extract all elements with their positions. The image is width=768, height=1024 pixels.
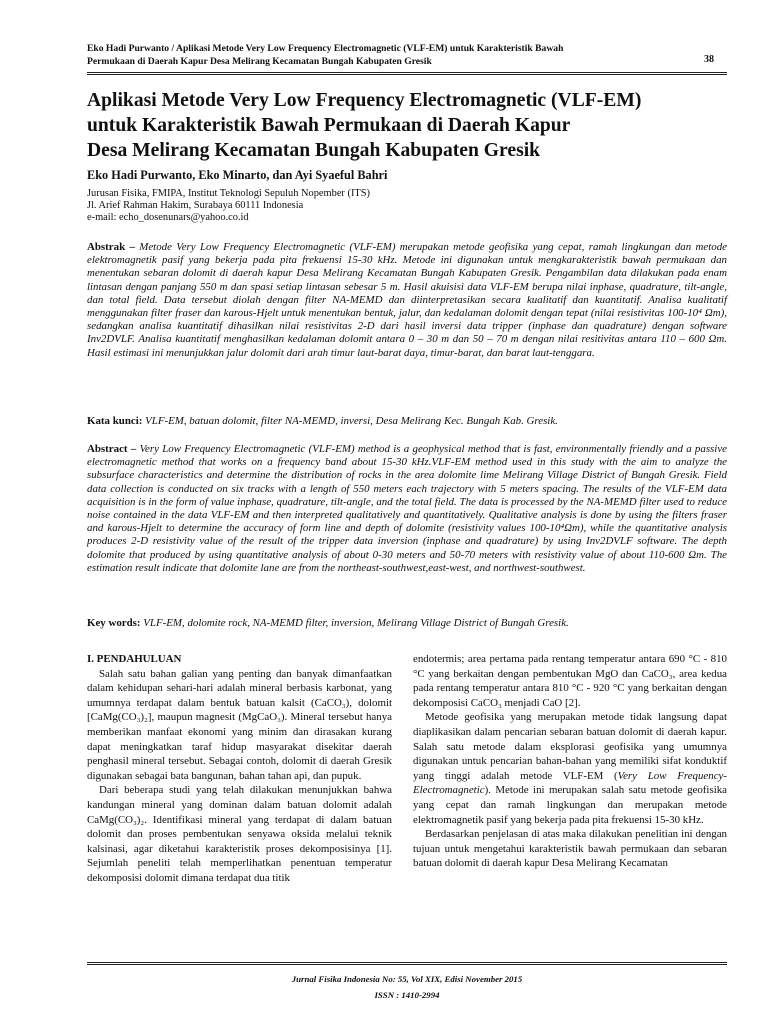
title-line-1: Aplikasi Metode Very Low Frequency Electromagnetic (VLF-EM) [87, 90, 642, 111]
title-line-3: Desa Melirang Kecamatan Bungah Kabupaten Gresik [87, 140, 541, 161]
right-column [413, 652, 727, 871]
kata-kunci-text: VLF-EM, batuan dolomit, filter NA-MEMD, inversi, Desa Melirang Kec. Bungah Kab. Gresik. [145, 415, 558, 427]
intro-paragraph-3: endotermis; area pertama pada rentang temperatur antara 690 °C - 810 °C yang berkaitan dengan pembentukan MgO dan CaCO₃, area kedua pada rentang temperatur antara 810 °C - 920 °C yang berkaitan dengan dekomposisi CaCO₃ menjadi CaO [2]. [413, 653, 727, 709]
running-head-line-2: Permukaan di Daerah Kapur Desa Melirang Kecamatan Bungah Kabupaten Gresik [87, 56, 432, 67]
key-words-label: Key words: [87, 617, 141, 629]
kata-kunci-label: Kata kunci: [87, 415, 143, 427]
affiliation [87, 188, 687, 223]
page-number: 38 [704, 54, 714, 65]
intro-paragraph-4-italic: Very Low Frequency-Electromagnetic [413, 769, 727, 797]
running-head [87, 42, 647, 68]
intro-paragraph-1: Salah satu bahan galian yang penting dan banyak dimanfaatkan dalam kehidupan sehari-hari adalah mineral berbasis karbonat, yang umumnya terdapat dalam bentuk batuan kalsit (CaCO₃), dolomit [CaMg(CO₃)₂], maupun magnesit (MgCaO₃). Mineral tersebut hanya memberikan manfaat ekonomi yang minim dan dirasakan kurang dapat meningkatkan taraf hidup masyarakat disekitar daerah penghasil mineral tersebut. Sebagai contoh, dolomit di daerah Gresik digunakan sebagai bata bangunan, bahan tahan api, dan pupuk. [87, 667, 392, 782]
affiliation-department: Jurusan Fisika, FMIPA, Institut Teknologi Sepuluh Nopember (ITS) [87, 188, 370, 199]
intro-paragraph-5: Berdasarkan penjelasan di atas maka dilakukan penelitian ini dengan tujuan untuk mengetahui karakteristik bawah permukaan dan sebaran batuan dolomit di daerah kapur Desa Melirang Kecamatan [413, 828, 727, 870]
key-words-text: VLF-EM, dolomite rock, NA-MEMD filter, inversion, Melirang Village District of Bungah Gresik. [143, 617, 569, 629]
kata-kunci-paragraph [87, 415, 727, 428]
intro-paragraph-4-a: Metode geofisika yang merupakan metode tidak langsung dapat diaplikasikan dalam pencarian sebaran batuan dolomit di daerah kapur. Salah satu metode dalam eksplorasi geofisika yang umumnya digunakan untuk pencarian bahan-bahan yang memiliki sifat konduktif yang tinggi adalah metode VLF-EM ( [413, 711, 727, 782]
intro-paragraph-2: Dari beberapa studi yang telah dilakukan menunjukkan bahwa kandungan mineral yang dominan dalam batuan dolomit adalah CaMg(CO₃)₂. Identifikasi mineral yang terdapat di dalam batuan dolomit dan proses pembentukan senyawa oksida melalui teknik kalsinasi, agar diketahui karakteristik proses dekomposisinya [1]. Sejumlah peneliti telah memperlihatkan penentuan temperatur dekomposisi dolomit dimana terdapat dua titik [87, 784, 392, 884]
header-rule [87, 72, 727, 75]
abstrak-paragraph [87, 241, 727, 360]
section-heading: I. PENDAHULUAN [87, 653, 182, 665]
abstrak-text: Metode Very Low Frequency Electromagnetic (VLF-EM) merupakan metode geofisika yang cepat, ramah lingkungan dan metode elektromagnetik pasif yang bekerja pada pita frekuensi 15-30 kHz. Metode ini digunakan untuk mengkarakteristik bawah permukaan dan menentukan sebaran dolomit di daerah kapur Desa Melirang Kecamatan Bungah Kabupaten Gresik. Pengambilan data dilakukan pada enam lintasan dengan panjang 550 m dan spasi setiap lintasan sebesar 5 m. Hasil akuisisi data VLF-EM berupa nilai inphase, quadrature, tilt-angle, dan total field. Data tersebut diolah dengan filter NA-MEMD dan diinterpretasikan secara kualitatif dan kuantitatif. Analisa kualitatif menggunakan filter fraser dan karous-Hjelt untuk menentukan bentuk, jalur, dan kedalaman dolomit dengan tepat (nilai resistivitas 100-10⁴ Ωm), sedangkan analisa kuantitatif dihasilkan nilai resistivitas 2-D dari hasil inversi data tripper (inphase dan quadrature) dengan software Inv2DVLF. Analisa kuantitatif menghasilkan kedalaman dolomit antara 0 – 30 m dan 50 – 70 m dengan nilai resitivitas antara 110 – 600 Ωm. Hasil estimasi ini menunjukkan jalur dolomit dari arah timur laut-barat daya, timur-barat, dan barat laut-tenggara. [87, 241, 727, 359]
intro-paragraph-4-b: ). Metode ini merupakan salah satu metode geofisika yang cepat dan ramah lingkungan dan merupakan metode elektromagnetik pasif yang bekerja pada pita frekuensi 15-30 kHz. [413, 784, 727, 826]
running-head-line-1: Eko Hadi Purwanto / Aplikasi Metode Very Low Frequency Electromagnetic (VLF-EM) untuk Karakteristik Bawah [87, 43, 564, 54]
abstract-text: Very Low Frequency Electromagnetic (VLF-EM) method is a geophysical method that is fast, environmentally friendly and a passive electromagnetic method that works on a frequency band about 15-30 kHz.VLF-EM method used in this study with the aim to analyze the subsurface characteristics and determine the distribution of rocks in the area dolomite lime Melirang Village District of Bungah Gresik. Field data collection is conducted on six tracks with a length of 550 meters each trajectory with 5 meters spacing. The results of the VLF-EM data acquisition is in the form of value inphase, quadrature, tilt-angle, and the total field. The data is processed by the NA-MEMD filter used to reduce noise contained in the data VLF-EM and then interpreted qualitatively and quantitatively. Qualitative analysis is done by using the filters fraser and karous-Hjelt to determine the accuracy of form line and depth of dolomite (resistivity values 100-10⁴Ωm), while the quantitative analysis produces 2-D resistivity value of the result of the tripper data inversion (inphase and quadrature) by using Inv2DVLF software. The depth dolomite that produced by using quantitative analysis of about 0-30 meters and 50-70 meters with resistivity value of about 110-600 Ωm. The estimation result indicate that dolomite lane are from the northeast-southwest,east-west, and northwest-southwest. [87, 443, 727, 574]
intro-paragraph-4 [413, 710, 727, 827]
abstrak-label: Abstrak – [87, 241, 135, 253]
author-list: Eko Hadi Purwanto, Eko Minarto, dan Ayi Syaeful Bahri [87, 168, 388, 182]
paper-title [87, 88, 727, 163]
affiliation-address: Jl. Arief Rahman Hakim, Surabaya 60111 Indonesia [87, 199, 304, 211]
footer-journal: Jurnal Fisika Indonesia No: 55, Vol XIX, Edisi November 2015 [291, 974, 523, 984]
key-words-paragraph [87, 617, 727, 630]
abstract-label: Abstract – [87, 443, 137, 455]
footer-issn: ISSN : 1410-2994 [374, 990, 440, 1000]
left-column [87, 652, 392, 886]
title-line-2: untuk Karakteristik Bawah Permukaan di Daerah Kapur [87, 115, 571, 136]
abstract-paragraph [87, 443, 727, 575]
affiliation-email: e-mail: echo_dosenunars@yahoo.co.id [87, 211, 249, 223]
footer-rule [87, 962, 727, 965]
